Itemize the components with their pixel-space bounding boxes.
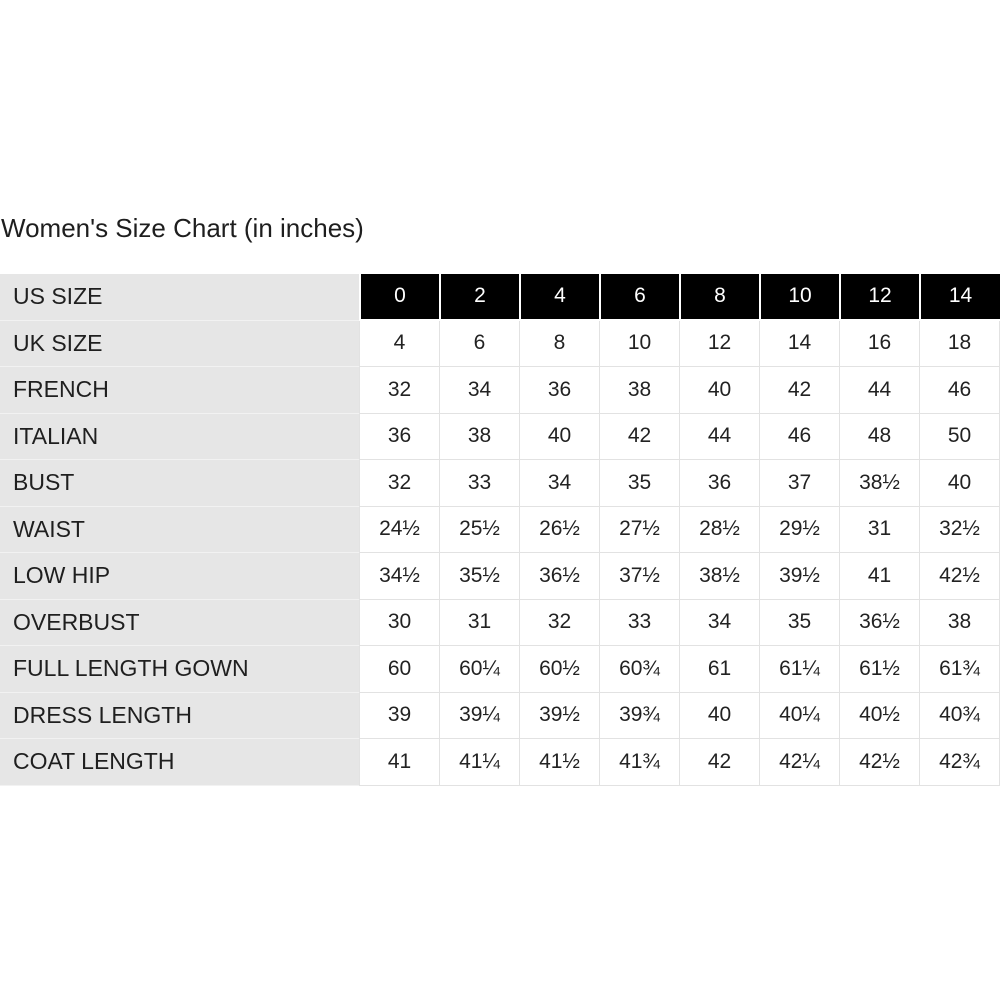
table-cell: 26½	[519, 507, 599, 554]
table-cell: 40	[519, 414, 599, 461]
table-cell: 39½	[519, 693, 599, 740]
table-cell: 31	[839, 507, 919, 554]
table-cell: 30	[359, 600, 439, 647]
table-cell: 34	[439, 367, 519, 414]
page-title: Women's Size Chart (in inches)	[1, 213, 364, 243]
table-cell: 42¾	[919, 739, 1000, 786]
header-cell: 4	[519, 274, 599, 321]
table-cell: 42	[679, 739, 759, 786]
table-cell: 61¼	[759, 646, 839, 693]
table-cell: 36	[359, 414, 439, 461]
table-cell: 35	[759, 600, 839, 647]
table-cell: 18	[919, 321, 1000, 368]
table-cell: 6	[439, 321, 519, 368]
table-cell: 29½	[759, 507, 839, 554]
table-cell: 40	[679, 693, 759, 740]
row-label: OVERBUST	[0, 600, 359, 647]
table-cell: 32	[359, 460, 439, 507]
table-cell: 36	[519, 367, 599, 414]
table-row	[0, 414, 1000, 461]
table-cell: 60¼	[439, 646, 519, 693]
table-cell: 32½	[919, 507, 1000, 554]
table-cell: 35	[599, 460, 679, 507]
table-cell: 38	[599, 367, 679, 414]
table-cell: 28½	[679, 507, 759, 554]
table-cell: 60½	[519, 646, 599, 693]
table-cell: 41	[839, 553, 919, 600]
row-label: BUST	[0, 460, 359, 507]
table-cell: 42½	[919, 553, 1000, 600]
table-cell: 10	[599, 321, 679, 368]
table-row	[0, 739, 1000, 786]
table-cell: 34	[519, 460, 599, 507]
table-cell: 41¼	[439, 739, 519, 786]
table-cell: 36	[679, 460, 759, 507]
header-cell: 0	[359, 274, 439, 321]
table-cell: 34½	[359, 553, 439, 600]
table-cell: 34	[679, 600, 759, 647]
table-row	[0, 646, 1000, 693]
table-cell: 60¾	[599, 646, 679, 693]
table-cell: 41	[359, 739, 439, 786]
table-body	[0, 321, 1000, 786]
table-cell: 40½	[839, 693, 919, 740]
row-label: WAIST	[0, 507, 359, 554]
table-cell: 41¾	[599, 739, 679, 786]
table-cell: 8	[519, 321, 599, 368]
table-cell: 4	[359, 321, 439, 368]
table-row	[0, 507, 1000, 554]
table-cell: 42	[599, 414, 679, 461]
table-cell: 39½	[759, 553, 839, 600]
header-cell: 6	[599, 274, 679, 321]
table-cell: 32	[519, 600, 599, 647]
table-cell: 40	[679, 367, 759, 414]
row-label: DRESS LENGTH	[0, 693, 359, 740]
table-row	[0, 321, 1000, 368]
table-cell: 36½	[519, 553, 599, 600]
table-cell: 37	[759, 460, 839, 507]
table-cell: 39	[359, 693, 439, 740]
table-cell: 42	[759, 367, 839, 414]
table-cell: 50	[919, 414, 1000, 461]
table-cell: 25½	[439, 507, 519, 554]
table-cell: 48	[839, 414, 919, 461]
table-row	[0, 553, 1000, 600]
table-cell: 61	[679, 646, 759, 693]
row-label: US SIZE	[0, 274, 359, 321]
table-cell: 39¾	[599, 693, 679, 740]
row-label: ITALIAN	[0, 414, 359, 461]
table-cell: 32	[359, 367, 439, 414]
table-cell: 44	[679, 414, 759, 461]
table-header-row	[0, 274, 1000, 321]
table-cell: 27½	[599, 507, 679, 554]
table-cell: 38½	[839, 460, 919, 507]
table-cell: 41½	[519, 739, 599, 786]
table-cell: 33	[599, 600, 679, 647]
row-label: LOW HIP	[0, 553, 359, 600]
table-row	[0, 693, 1000, 740]
table-cell: 38	[919, 600, 1000, 647]
table-cell: 16	[839, 321, 919, 368]
table-cell: 40¼	[759, 693, 839, 740]
row-label: FULL LENGTH GOWN	[0, 646, 359, 693]
table-cell: 42¼	[759, 739, 839, 786]
table-cell: 40	[919, 460, 1000, 507]
table-cell: 36½	[839, 600, 919, 647]
row-label: FRENCH	[0, 367, 359, 414]
table-cell: 42½	[839, 739, 919, 786]
row-label: UK SIZE	[0, 321, 359, 368]
table-cell: 46	[919, 367, 1000, 414]
table-row	[0, 600, 1000, 647]
header-cell: 10	[759, 274, 839, 321]
header-cell: 8	[679, 274, 759, 321]
table-cell: 38½	[679, 553, 759, 600]
table-cell: 33	[439, 460, 519, 507]
table-cell: 14	[759, 321, 839, 368]
table-cell: 38	[439, 414, 519, 461]
table-row	[0, 460, 1000, 507]
table-row	[0, 367, 1000, 414]
table-cell: 60	[359, 646, 439, 693]
table-cell: 61¾	[919, 646, 1000, 693]
header-cell: 14	[919, 274, 1000, 321]
table-cell: 46	[759, 414, 839, 461]
row-label: COAT LENGTH	[0, 739, 359, 786]
table-cell: 24½	[359, 507, 439, 554]
table-cell: 12	[679, 321, 759, 368]
header-cell: 12	[839, 274, 919, 321]
table-cell: 35½	[439, 553, 519, 600]
table-cell: 39¼	[439, 693, 519, 740]
table-cell: 37½	[599, 553, 679, 600]
table-cell: 40¾	[919, 693, 1000, 740]
table-cell: 61½	[839, 646, 919, 693]
table-cell: 31	[439, 600, 519, 647]
size-table	[0, 274, 1000, 786]
header-cell: 2	[439, 274, 519, 321]
table-cell: 44	[839, 367, 919, 414]
